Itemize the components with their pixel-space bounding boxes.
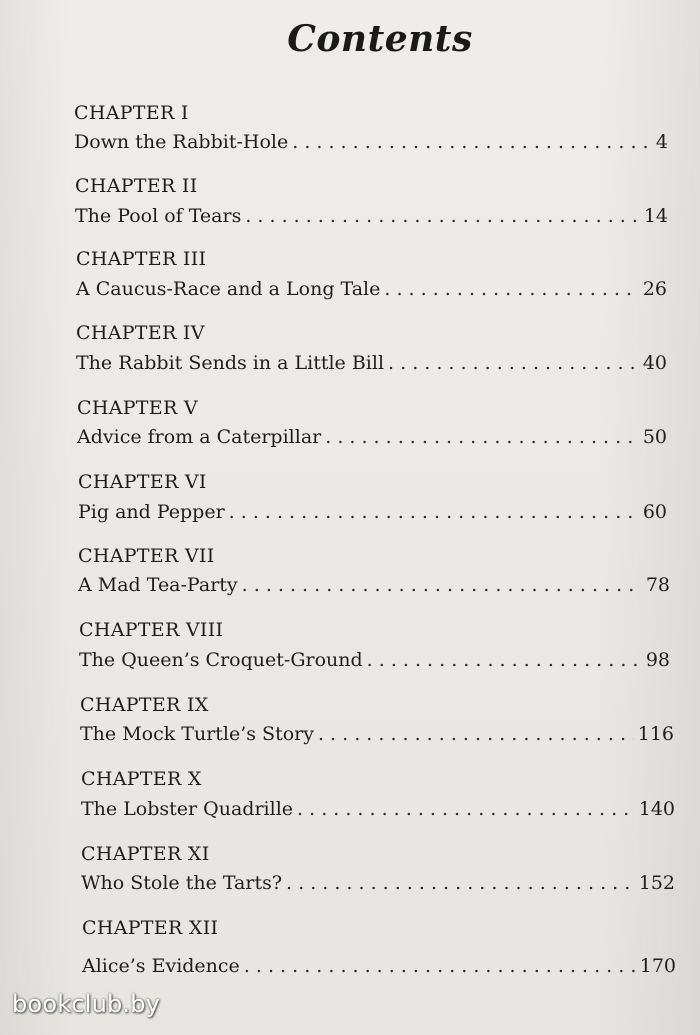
leader-dots (318, 723, 634, 745)
toc-entry[interactable] (76, 352, 667, 374)
chapter-title: The Mock Turtle’s Story (80, 723, 314, 745)
leader-dots (242, 574, 642, 596)
chapter-label: CHAPTER IX (80, 694, 209, 716)
leader-dots (384, 278, 638, 300)
chapter-label: CHAPTER I (74, 102, 189, 124)
leader-dots (286, 872, 635, 894)
page-number: 40 (642, 352, 667, 374)
chapter-title: A Mad Tea-Party (78, 574, 238, 596)
page-number: 140 (638, 798, 675, 820)
page-number: 170 (639, 955, 676, 977)
toc-entry[interactable] (78, 574, 670, 596)
toc-entry[interactable] (74, 131, 668, 153)
page-number: 152 (638, 872, 675, 894)
chapter-label: CHAPTER III (76, 248, 207, 270)
toc-entry[interactable] (81, 798, 675, 820)
page-number: 116 (637, 723, 674, 745)
leader-dots (325, 426, 639, 448)
chapter-title: Down the Rabbit-Hole (74, 131, 289, 153)
leader-dots (244, 955, 636, 977)
page-number: 98 (645, 649, 670, 671)
chapter-label: CHAPTER VIII (79, 619, 224, 641)
toc-entry[interactable] (81, 872, 675, 894)
chapter-title: A Caucus-Race and a Long Tale (76, 278, 381, 300)
page-number: 60 (642, 501, 667, 523)
toc-entry[interactable] (76, 278, 667, 300)
chapter-title: The Pool of Tears (75, 205, 242, 227)
chapter-label: CHAPTER VII (78, 545, 215, 567)
page-number: 50 (642, 426, 667, 448)
chapter-label: CHAPTER XII (82, 917, 219, 939)
toc-entry[interactable] (77, 426, 667, 448)
chapter-title: Pig and Pepper (78, 501, 225, 523)
leader-dots (388, 352, 639, 374)
chapter-label: CHAPTER V (77, 397, 198, 419)
page-number: 4 (655, 131, 668, 153)
toc-entry[interactable] (78, 501, 667, 523)
page-number: 14 (643, 205, 668, 227)
leader-dots (229, 501, 639, 523)
chapter-label: CHAPTER IV (76, 322, 205, 344)
toc-entry[interactable] (75, 205, 668, 227)
leader-dots (367, 649, 642, 671)
toc-entry[interactable] (80, 723, 674, 745)
page-number: 78 (645, 574, 670, 596)
leader-dots (292, 131, 652, 153)
chapter-title: Alice’s Evidence (82, 955, 240, 977)
chapter-title: The Lobster Quadrille (81, 798, 294, 820)
chapter-label: CHAPTER XI (81, 843, 210, 865)
chapter-label: CHAPTER X (81, 768, 202, 790)
chapter-label: CHAPTER II (75, 175, 198, 197)
chapter-title: Advice from a Caterpillar (77, 426, 322, 448)
chapter-title: The Rabbit Sends in a Little Bill (76, 352, 385, 374)
contents-title: Contents (287, 18, 473, 60)
site-watermark: bookclub.by (12, 990, 161, 1018)
chapter-title: The Queen’s Croquet-Ground (79, 649, 363, 671)
page-number: 26 (642, 278, 667, 300)
toc-entry[interactable] (79, 649, 670, 671)
leader-dots (245, 205, 639, 227)
toc-entry[interactable] (82, 955, 676, 977)
chapter-label: CHAPTER VI (78, 471, 207, 493)
chapter-title: Who Stole the Tarts? (81, 872, 283, 894)
leader-dots (297, 798, 635, 820)
